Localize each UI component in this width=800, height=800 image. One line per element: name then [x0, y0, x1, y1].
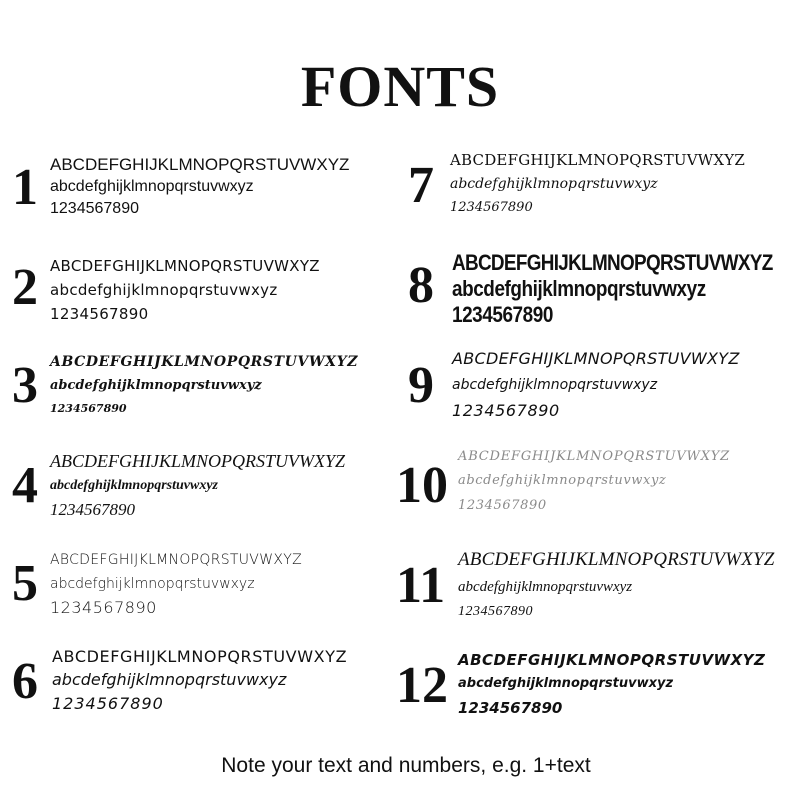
font-sample-lowercase: abcdefghijklmnopqrstuvwxyz — [458, 473, 667, 488]
font-sample-uppercase: ABCDEFGHIJKLMNOPQRSTUVWXYZ — [458, 651, 766, 669]
font-sample-uppercase: ABCDEFGHIJKLMNOPQRSTUVWXYZ — [450, 151, 746, 169]
font-sample-lowercase: abcdefghijklmnopqrstuvwxyz — [50, 378, 262, 393]
font-sample-number: 6 — [12, 653, 38, 710]
font-sample-lowercase: abcdefghijklmnopqrstuvwxyz — [458, 676, 674, 691]
font-sample-uppercase: ABCDEFGHIJKLMNOPQRSTUVWXYZ — [452, 349, 740, 368]
font-sample-lowercase: abcdefghijklmnopqrstuvwxyz — [450, 176, 658, 192]
font-sample-digits: 1234567890 — [50, 305, 149, 323]
font-sample-number: 5 — [12, 555, 38, 612]
font-sample-lowercase: abcdefghijklmnopqrstuvwxyz — [50, 178, 254, 195]
font-sample-digits: 1234567890 — [50, 200, 139, 217]
font-sample-digits: 1234567890 — [458, 699, 563, 717]
font-sample-number: 7 — [408, 157, 434, 214]
font-sample-number: 12 — [396, 657, 448, 714]
font-sample-digits: 1234567890 — [50, 402, 127, 415]
font-sample-number: 8 — [408, 257, 434, 314]
font-sample-uppercase: ABCDEFGHIJKLMNOPQRSTUVWXYZ — [50, 155, 350, 174]
font-sample-number: 1 — [12, 159, 38, 216]
font-sample-number: 4 — [12, 457, 38, 514]
font-sample-number: 11 — [396, 557, 446, 614]
font-sample-lowercase: abcdefghijklmnopqrstuvwxyz — [52, 670, 287, 689]
font-sample-uppercase: ABCDEFGHIJKLMNOPQRSTUVWXYZ — [50, 552, 302, 568]
font-sample-lowercase: abcdefghijklmnopqrstuvwxyz — [50, 478, 219, 493]
font-sample-digits: 1234567890 — [458, 604, 533, 619]
font-sample-uppercase: ABCDEFGHIJKLMNOPQRSTUVWXYZ — [458, 449, 730, 464]
instruction-note: Note your text and numbers, e.g. 1+text — [221, 754, 591, 777]
font-sample-digits: 1234567890 — [452, 302, 553, 327]
font-sample-digits: 1234567890 — [450, 200, 533, 215]
font-sample-uppercase: ABCDEFGHIJKLMNOPQRSTUVWXYZ — [50, 354, 359, 370]
font-sample-uppercase: ABCDEFGHIJKLMNOPQRSTUVWXYZ — [50, 451, 345, 471]
font-sample-lowercase: abcdefghijklmnopqrstuvwxyz — [50, 576, 255, 592]
page-title: FONTS — [300, 54, 500, 119]
font-sample-lowercase: abcdefghijklmnopqrstuvwxyz — [50, 281, 278, 299]
font-sample-lowercase: abcdefghijklmnopqrstuvwxyz — [458, 579, 633, 595]
font-sample-digits: 1234567890 — [50, 500, 135, 519]
font-sample-uppercase: ABCDEFGHIJKLMNOPQRSTUVWXYZ — [50, 257, 320, 275]
font-sample-digits: 1234567890 — [452, 401, 560, 420]
font-sample-uppercase: ABCDEFGHIJKLMNOPQRSTUVWXYZ — [458, 549, 775, 570]
font-sample-uppercase: ABCDEFGHIJKLMNOPQRSTUVWXYZ — [52, 647, 348, 666]
font-sample-number: 9 — [408, 357, 434, 414]
font-sample-lowercase: abcdefghijklmnopqrstuvwxyz — [452, 377, 658, 393]
font-sample-lowercase: abcdefghijklmnopqrstuvwxyz — [452, 276, 706, 301]
font-sample-uppercase: ABCDEFGHIJKLMNOPQRSTUVWXYZ — [452, 250, 773, 275]
font-sample-digits: 1234567890 — [458, 498, 547, 513]
font-sample-digits: 1234567890 — [52, 694, 164, 713]
font-sample-number: 3 — [12, 357, 38, 414]
font-sample-number: 10 — [396, 457, 448, 514]
font-sample-number: 2 — [12, 259, 38, 316]
font-sample-digits: 1234567890 — [50, 598, 157, 617]
